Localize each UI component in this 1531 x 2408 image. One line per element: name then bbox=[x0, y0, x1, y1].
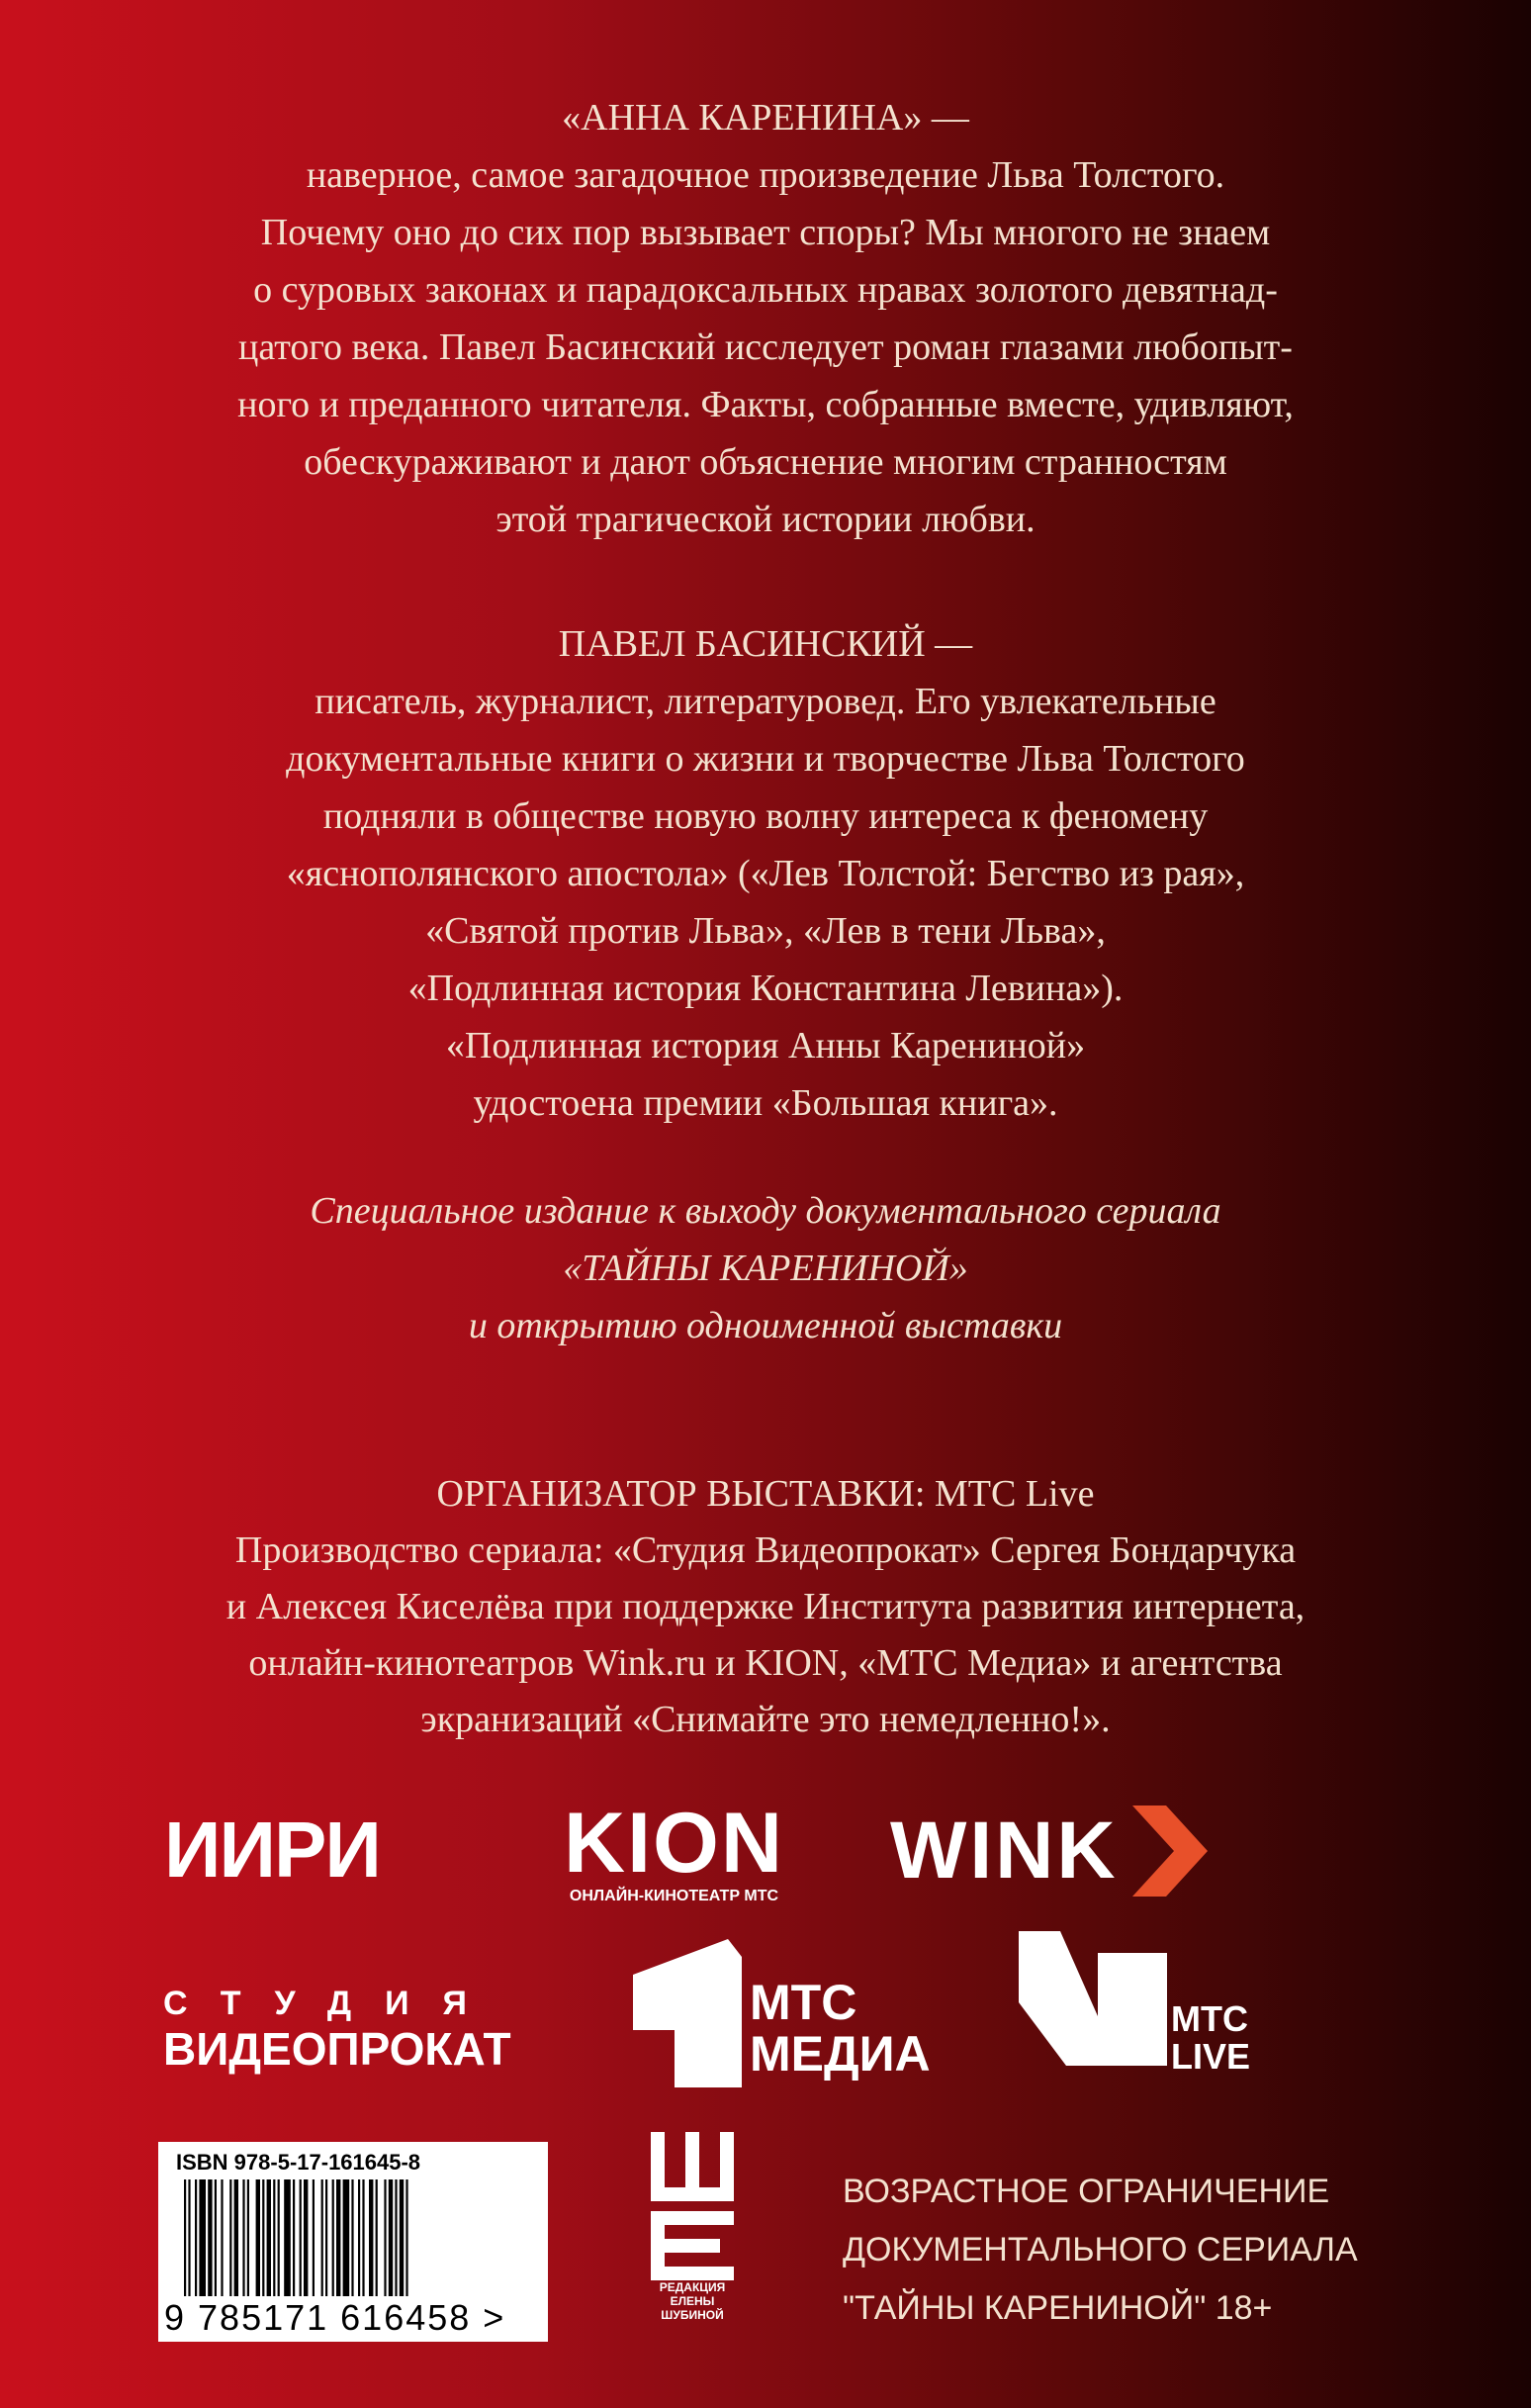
mts-media-line1: МТС bbox=[750, 1975, 857, 2030]
mts-live-mark-icon bbox=[1019, 1931, 1167, 2066]
author-bio-line: ПАВЕЛ БАСИНСКИЙ — bbox=[558, 623, 973, 665]
annotation-line: цатого века. Павел Басинский исследует роман глазами любопыт- bbox=[238, 326, 1293, 368]
studio-logo-bottom: ВИДЕОПРОКАТ bbox=[163, 2023, 511, 2075]
author-bio-line: «Святой против Льва», «Лев в тени Льва», bbox=[425, 910, 1106, 952]
publisher-mark-icon bbox=[651, 2132, 734, 2280]
author-bio-line: удостоена премии «Большая книга». bbox=[473, 1082, 1058, 1124]
annotation-line: о суровых законах и парадоксальных нравах золотого девятнад- bbox=[253, 269, 1278, 311]
studio-logo-top: СТУДИЯ bbox=[163, 1985, 500, 2022]
credits-line: Производство сериала: «Студия Видеопрокат» Сергея Бондарчука bbox=[234, 1529, 1297, 1571]
annotation-line: ного и преданного читателя. Факты, собранные вместе, удивляют, bbox=[237, 384, 1294, 425]
special-edition-line: и открытию одноименной выставки bbox=[468, 1305, 1063, 1346]
special-edition-block bbox=[0, 1182, 1531, 1354]
mts-media-line2: МЕДИА bbox=[750, 2026, 931, 2082]
annotation-line: наверное, самое загадочное произведение Льва Толстого. bbox=[306, 154, 1225, 196]
studio-videoprokat-logo bbox=[163, 1984, 511, 2075]
barcode-digits: 9 785171 616458 > bbox=[164, 2297, 506, 2338]
author-bio-line: «яснополянского апостола» («Лев Толстой: Бегство из рая», bbox=[286, 853, 1245, 894]
wink-logo-text: WINK bbox=[890, 1806, 1119, 1896]
special-edition-line: Специальное издание к выходу документального сериала bbox=[310, 1190, 1221, 1232]
author-bio-line: подняли в обществе новую волну интереса к феномену bbox=[322, 795, 1209, 837]
iri-logo bbox=[164, 1806, 380, 1895]
mts-live-line1: МТС bbox=[1171, 1998, 1248, 2039]
publisher-line: ЕЛЕНЫ bbox=[670, 2294, 715, 2308]
kion-logo bbox=[564, 1796, 784, 1907]
annotation-line: обескураживают и дают объяснение многим странностям bbox=[304, 441, 1227, 483]
age-rating-line: "ТАЙНЫ КАРЕНИНОЙ" 18+ bbox=[843, 2289, 1273, 2327]
credits-line: экранизаций «Снимайте это немедленно!». bbox=[420, 1699, 1111, 1740]
iri-logo-text: ИИРИ bbox=[164, 1806, 380, 1894]
credits-line: онлайн-кинотеатров Wink.ru и KION, «МТС Медиа» и агентства bbox=[248, 1642, 1283, 1684]
kion-logo-text: KION bbox=[564, 1796, 784, 1891]
credits-line: и Алексея Киселёва при поддержке Института развития интернета, bbox=[225, 1586, 1306, 1627]
age-rating-line: ДОКУМЕНТАЛЬНОГО СЕРИАЛА bbox=[843, 2231, 1358, 2269]
author-bio-block bbox=[0, 615, 1531, 1132]
author-bio-line: «Подлинная история Анны Карениной» bbox=[445, 1025, 1086, 1066]
barcode-bars-icon bbox=[176, 2179, 532, 2300]
mts-media-mark-icon bbox=[633, 1939, 742, 2087]
author-bio-line: документальные книги о жизни и творчестве Льва Толстого bbox=[286, 738, 1245, 780]
author-bio-line: «Подлинная история Константина Левина»). bbox=[407, 968, 1124, 1009]
wink-logo bbox=[890, 1806, 1208, 1897]
annotation-line: этой трагической истории любви. bbox=[495, 499, 1036, 540]
publisher-logo bbox=[645, 2132, 740, 2322]
mts-live-line2: LIVE bbox=[1171, 2036, 1251, 2077]
wink-arrow-icon bbox=[1132, 1806, 1208, 1897]
kion-logo-subtitle: ОНЛАЙН-КИНОТЕАТР МТС bbox=[569, 1888, 779, 1904]
author-bio-line: писатель, журналист, литературовед. Его увлекательные bbox=[315, 681, 1216, 722]
special-edition-line: «ТАЙНЫ КАРЕНИНОЙ» bbox=[563, 1248, 968, 1289]
annotation-line: Почему оно до сих пор вызывает споры? Мы многого не знаем bbox=[260, 212, 1271, 253]
age-rating-block bbox=[843, 2163, 1358, 2338]
isbn-label: ISBN 978-5-17-161645-8 bbox=[176, 2150, 421, 2175]
publisher-line: РЕДАКЦИЯ bbox=[659, 2280, 726, 2294]
isbn-barcode bbox=[158, 2142, 548, 2342]
age-rating-line: ВОЗРАСТНОЕ ОГРАНИЧЕНИЕ bbox=[843, 2173, 1330, 2210]
publisher-line: ШУБИНОЙ bbox=[661, 2308, 724, 2322]
annotation-block bbox=[0, 89, 1531, 548]
credits-line: ОРГАНИЗАТОР ВЫСТАВКИ: МТС Live bbox=[436, 1473, 1095, 1515]
credits-block bbox=[0, 1466, 1531, 1748]
annotation-line: «АННА КАРЕНИНА» — bbox=[562, 97, 969, 139]
